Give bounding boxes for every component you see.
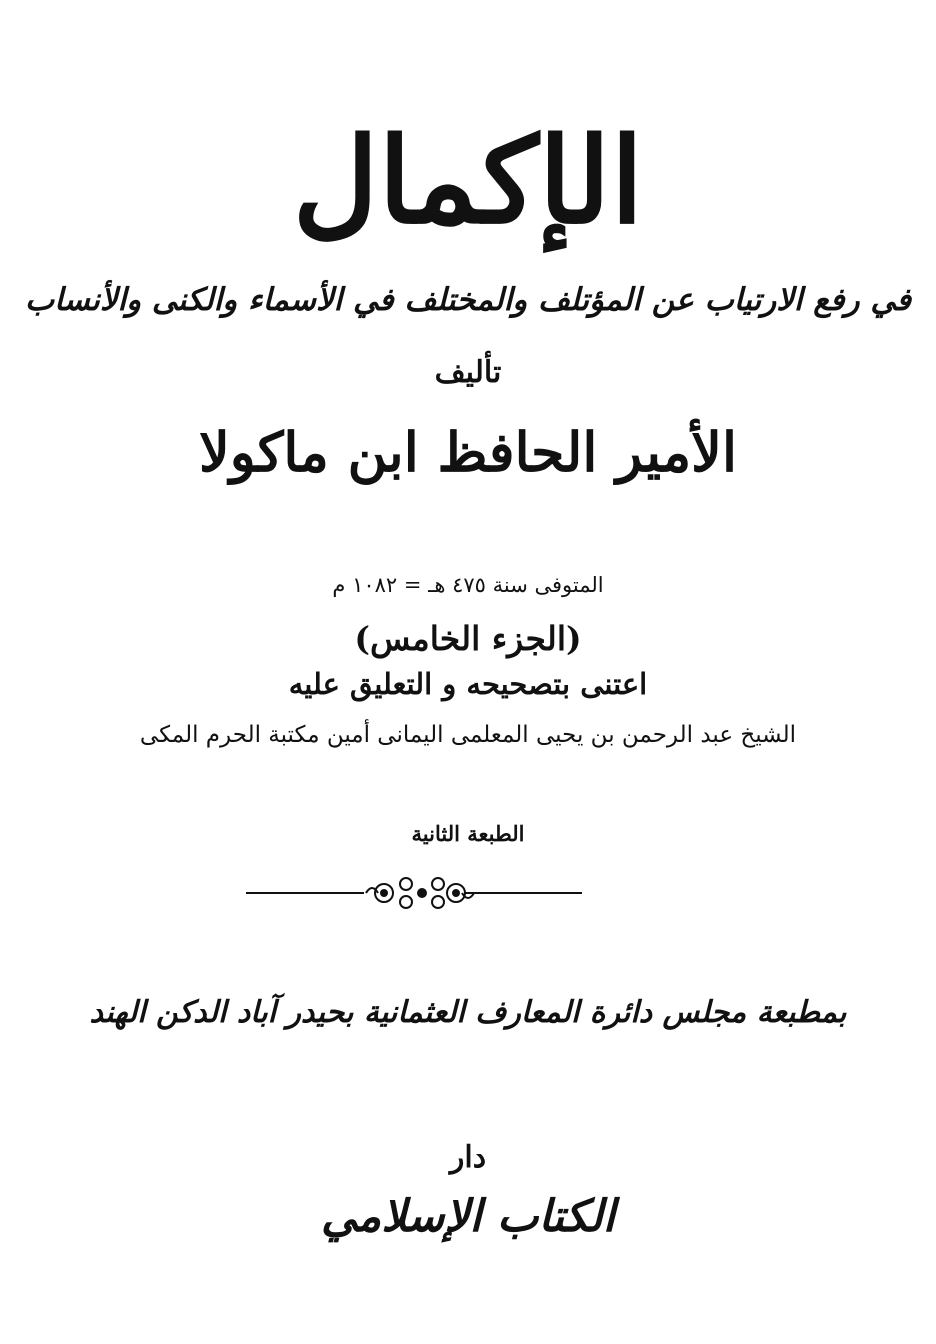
volume-label: (الجزء الخامس)	[354, 619, 582, 658]
floral-scroll-ornament-icon	[246, 872, 582, 914]
editor-heading: اعتنى بتصحيحه و التعليق عليه	[288, 667, 648, 701]
authorship-label: تأليف	[434, 355, 502, 390]
editor-name: الشيخ عبد الرحمن بن يحيى المعلمى اليمانى أمين مكتبة الحرم المكى	[139, 722, 797, 748]
publisher-name: الكتاب الإسلامي	[320, 1191, 616, 1242]
author-name: الأمير الحافظ ابن ماكولا	[199, 420, 737, 484]
publisher-house-label: دار	[449, 1140, 487, 1175]
author-death-date: المتوفى سنة ٤٧٥ هـ = ١٠٨٢ م	[332, 573, 604, 597]
printing-press-line: بمطبعة مجلس دائرة المعارف العثمانية بحيدر آباد الدكن الهند	[89, 995, 847, 1030]
book-subtitle: في رفع الارتياب عن المؤتلف والمختلف في الأسماء والكنى والأنساب	[24, 282, 912, 318]
edition-label: الطبعة الثانية	[411, 821, 525, 846]
book-title: الإكمال	[292, 111, 644, 250]
